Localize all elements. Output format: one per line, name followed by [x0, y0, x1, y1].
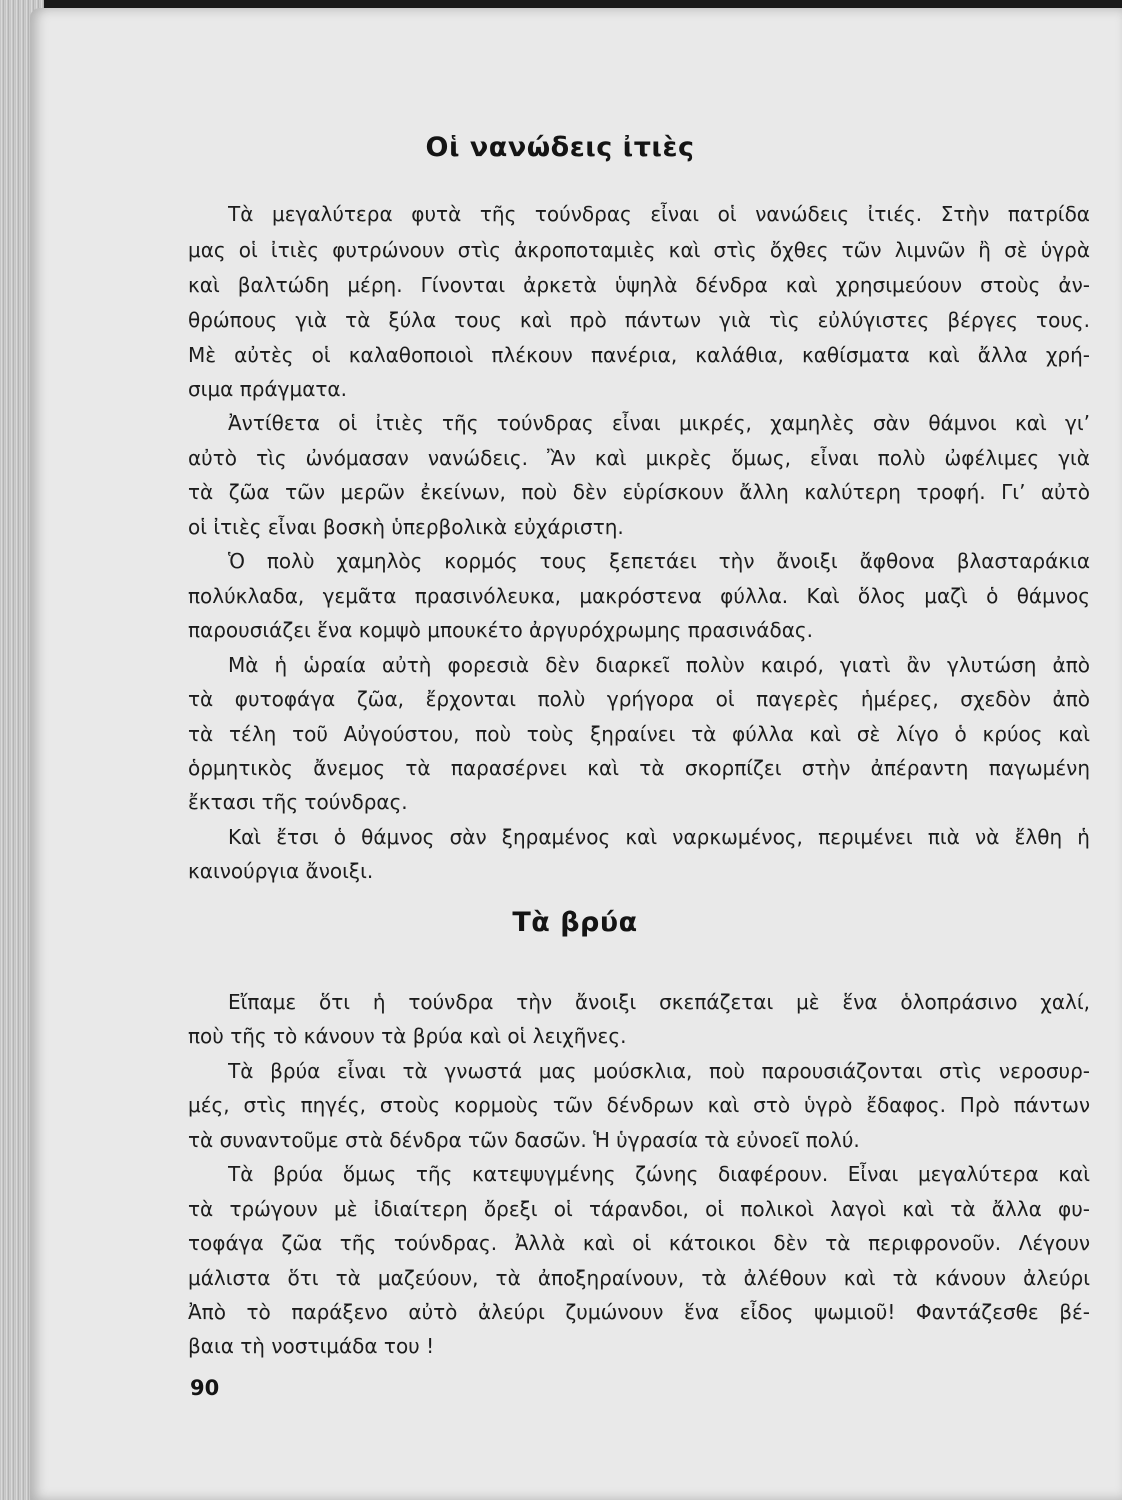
text-line: παρουσιάζει ἕνα κομψὸ μπουκέτο ἀργυρόχρωμης πρασινάδας.	[188, 618, 813, 642]
text-line: μας οἱ ἰτιὲς φυτρώνουν στὶς ἀκροποταμιὲς καὶ στὶς ὄχθες τῶν λιμνῶν ἢ σὲ ὑγρὰ	[188, 238, 1090, 262]
page-number: 90	[190, 1376, 220, 1400]
text-line: σιμα πράγματα.	[188, 377, 347, 401]
text-line: Καὶ ἔτσι ὁ θάμνος σὰν ξηραμένος καὶ ναρκωμένος, περιμένει πιὰ νὰ ἔλθη ἡ	[228, 825, 1090, 849]
text-line: Μὲ αὐτὲς οἱ καλαθοποιοὶ πλέκουν πανέρια, καλάθια, καθίσματα καὶ ἄλλα χρή-	[188, 343, 1090, 367]
book-page	[30, 8, 1122, 1500]
section-title-willows: Οἱ νανώδεις ἰτιὲς	[425, 132, 695, 163]
text-line: Ἀπὸ τὸ παράξενο αὐτὸ ἀλεύρι ζυμώνουν ἕνα εἶδος ψωμιοῦ! Φαντάζεσθε βέ-	[188, 1300, 1090, 1324]
text-line: Ἀντίθετα οἱ ἰτιὲς τῆς τούνδρας εἶναι μικρές, χαμηλὲς σὰν θάμνοι καὶ γι’	[228, 411, 1090, 435]
text-line: τὰ ζῶα τῶν μερῶν ἐκείνων, ποὺ δὲν εὑρίσκουν ἄλλη καλύτερη τροφή. Γι’ αὐτὸ	[188, 480, 1090, 504]
text-line: βαια τὴ νοστιμάδα του !	[188, 1334, 435, 1358]
text-line: Εἴπαμε ὅτι ἡ τούνδρα τὴν ἄνοιξι σκεπάζεται μὲ ἕνα ὁλοπράσινο χαλί,	[228, 990, 1090, 1014]
text-line: καινούργια ἄνοιξι.	[188, 859, 374, 883]
text-line: ἔκτασι τῆς τούνδρας.	[188, 790, 408, 814]
text-line: Τὰ μεγαλύτερα φυτὰ τῆς τούνδρας εἶναι οἱ νανώδεις ἰτιές. Στὴν πατρίδα	[228, 202, 1090, 226]
text-line: αὐτὸ τὶς ὠνόμασαν νανώδεις. Ἂν καὶ μικρὲς ὅμως, εἶναι πολὺ ὠφέλιμες γιὰ	[188, 446, 1090, 470]
text-line: Τὰ βρύα ὅμως τῆς κατεψυγμένης ζώνης διαφέρουν. Εἶναι μεγαλύτερα καὶ	[228, 1162, 1090, 1186]
text-line: τοφάγα ζῶα τῆς τούνδρας. Ἀλλὰ καὶ οἱ κάτοικοι δὲν τὰ περιφρονοῦν. Λέγουν	[188, 1231, 1090, 1255]
section-title-mosses: Τὰ βρύα	[512, 907, 638, 938]
text-line: τὰ τρώγουν μὲ ἰδιαίτερη ὄρεξι οἱ τάρανδοι, οἱ πολικοὶ λαγοὶ καὶ τὰ ἄλλα φυ-	[188, 1197, 1090, 1221]
text-line: οἱ ἰτιὲς εἶναι βοσκὴ ὑπερβολικὰ εὐχάριστη.	[188, 515, 624, 539]
text-line: πολύκλαδα, γεμᾶτα πρασινόλευκα, μακρόστενα φύλλα. Καὶ ὅλος μαζὶ ὁ θάμνος	[188, 584, 1090, 608]
text-line: μές, στὶς πηγές, στοὺς κορμοὺς τῶν δένδρων καὶ στὸ ὑγρὸ ἔδαφος. Πρὸ πάντων	[188, 1093, 1090, 1117]
text-line: ποὺ τῆς τὸ κάνουν τὰ βρύα καὶ οἱ λειχῆνες.	[188, 1024, 627, 1048]
text-line: Μὰ ἡ ὡραία αὐτὴ φορεσιὰ δὲν διαρκεῖ πολὺν καιρό, γιατὶ ἂν γλυτώση ἀπὸ	[228, 653, 1090, 677]
text-line: μάλιστα ὅτι τὰ μαζεύουν, τὰ ἀποξηραίνουν, τὰ ἀλέθουν καὶ τὰ κάνουν ἀλεύρι	[188, 1266, 1090, 1290]
text-line: θρώπους γιὰ τὰ ξύλα τους καὶ πρὸ πάντων γιὰ τὶς εὐλύγιστες βέργες τους.	[188, 308, 1090, 332]
text-line: ὁρμητικὸς ἄνεμος τὰ παρασέρνει καὶ τὰ σκορπίζει στὴν ἀπέραντη παγωμένη	[188, 756, 1090, 780]
text-line: τὰ συναντοῦμε στὰ δένδρα τῶν δασῶν. Ἡ ὑγρασία τὰ εὐνοεῖ πολύ.	[188, 1128, 860, 1152]
text-line: Ὁ πολὺ χαμηλὸς κορμός τους ξεπετάει τὴν ἄνοιξι ἄφθονα βλασταράκια	[228, 549, 1090, 573]
text-line: Τὰ βρύα εἶναι τὰ γνωστά μας μούσκλια, ποὺ παρουσιάζονται στὶς νεροσυρ-	[228, 1059, 1090, 1083]
text-line: τὰ φυτοφάγα ζῶα, ἔρχονται πολὺ γρήγορα οἱ παγερὲς ἡμέρες, σχεδὸν ἀπὸ	[188, 687, 1090, 711]
text-line: τὰ τέλη τοῦ Αὐγούστου, ποὺ τοὺς ξηραίνει τὰ φύλλα καὶ σὲ λίγο ὁ κρύος καὶ	[188, 722, 1090, 746]
text-line: καὶ βαλτώδη μέρη. Γίνονται ἀρκετὰ ὑψηλὰ δένδρα καὶ χρησιμεύουν στοὺς ἀν-	[188, 273, 1090, 297]
